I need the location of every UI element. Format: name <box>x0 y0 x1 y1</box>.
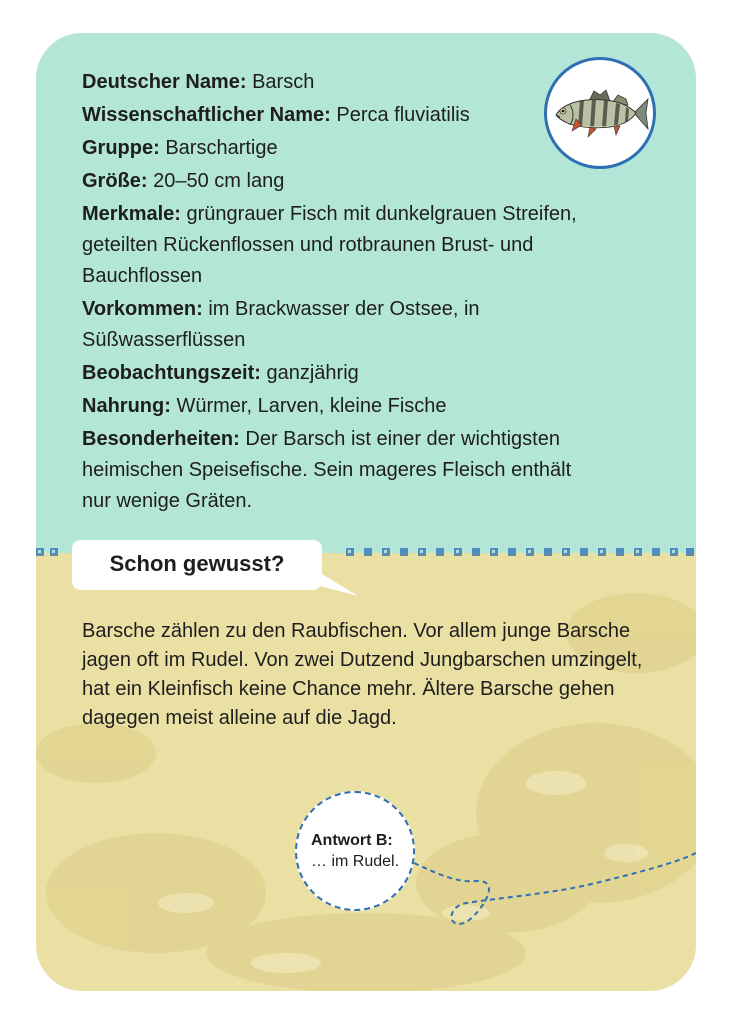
fact-label: Besonderheiten: <box>82 428 240 450</box>
fact-features <box>82 199 582 292</box>
fact-value: Perca fluviatilis <box>336 104 470 126</box>
fact-scientific-name <box>82 100 582 131</box>
fact-list <box>82 67 582 519</box>
did-you-know-text: Barsche zählen zu den Raubfischen. Vor allem junge Barsche jagen oft im Rudel. Von zwei Dutzend Jungbarschen umzingelt, hat ein Kleinfisch keine Chance mehr. Ältere Barsche gehen dagegen meist alleine auf die Jagd. <box>82 620 643 729</box>
fact-value: im Brackwasser der Ostsee, in Süßwasserflüssen <box>82 298 480 351</box>
fact-german-name <box>82 67 582 98</box>
fact-label: Größe: <box>82 170 148 192</box>
fact-value: Barschartige <box>165 137 278 159</box>
fact-occurrence <box>82 294 582 356</box>
fact-label: Wissenschaftlicher Name: <box>82 104 331 126</box>
fact-group <box>82 133 582 164</box>
fact-label: Vorkommen: <box>82 298 203 320</box>
fact-label: Nahrung: <box>82 395 171 417</box>
species-card <box>36 33 696 991</box>
fact-size <box>82 166 582 197</box>
fact-value: Barsch <box>252 71 315 93</box>
answer-badge <box>295 791 415 911</box>
fact-value: grüngrauer Fisch mit dunkelgrauen Streifen, geteilten Rückenflossen und rotbraunen Brust- und Bauchflossen <box>82 203 577 287</box>
fact-label: Merkmale: <box>82 203 181 225</box>
fact-label: Beobachtungszeit: <box>82 362 261 384</box>
fact-value: Würmer, Larven, kleine Fische <box>176 395 447 417</box>
fact-value: Der Barsch ist einer der wichtigsten heimischen Speisefische. Sein mageres Fleisch enthält nur wenige Gräten. <box>82 428 572 512</box>
fact-label: Gruppe: <box>82 137 160 159</box>
fact-food <box>82 391 582 422</box>
fish-illustration <box>544 57 656 169</box>
fact-value: 20–50 cm lang <box>153 170 285 192</box>
answer-title: Antwort B: <box>311 832 393 849</box>
perch-fish-icon <box>550 83 650 143</box>
answer-text: … im Rudel. <box>311 853 400 870</box>
fact-value: ganzjährig <box>266 362 359 384</box>
did-you-know-title: Schon gewusst? <box>109 551 285 576</box>
fact-specialties <box>82 424 582 517</box>
fact-observation-time <box>82 358 582 389</box>
fact-label: Deutscher Name: <box>82 71 247 93</box>
